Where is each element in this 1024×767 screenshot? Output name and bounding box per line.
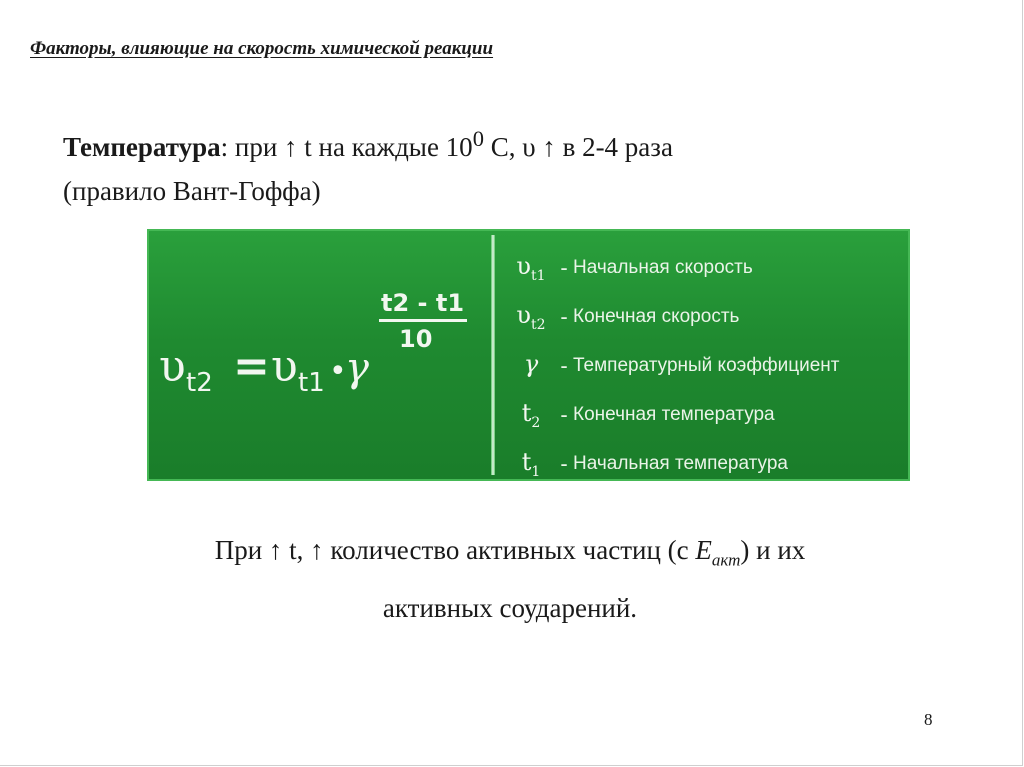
legend-dash: - <box>560 450 568 476</box>
conclusion-paragraph <box>110 526 910 632</box>
intro-rule-part1: : при ↑ t на каждые 10 <box>220 132 473 162</box>
legend-symbol: $t_1$ <box>521 447 541 480</box>
legend-item-final-temperature <box>507 390 902 439</box>
page-number: 8 <box>924 710 933 729</box>
formula-base-gamma: γ <box>345 345 369 391</box>
legend-item-final-rate <box>507 292 902 341</box>
activation-energy-symbol: $E_{акт}$ <box>695 535 741 570</box>
legend-symbol: $\upsilon_{t2}$ <box>516 300 546 333</box>
intro-rule-part2: С, υ ↑ в 2-4 раза <box>483 132 673 162</box>
legend-dash: - <box>560 303 568 329</box>
formula-equals: = <box>233 341 270 392</box>
legend-text: Конечная скорость <box>573 305 740 327</box>
legend-symbol: $\upsilon_{t1}$ <box>516 251 546 284</box>
legend-item-initial-temperature <box>507 439 902 488</box>
formula-lhs-sub: t2 <box>186 368 213 398</box>
formula-svg <box>159 269 479 439</box>
legend-dash: - <box>560 401 568 427</box>
formula-dot: • <box>329 354 347 389</box>
intro-line-2: (правило Вант-Гоффа) <box>63 176 321 206</box>
intro-term: Температура <box>63 132 221 162</box>
legend-text: Конечная температура <box>573 403 775 425</box>
intro-line-1 <box>63 117 943 169</box>
formula-rhs-sub: t1 <box>298 368 325 398</box>
formula-rhs-symbol: υ <box>271 341 298 392</box>
legend-dash: - <box>560 254 568 280</box>
slide-title: Факторы, влияющие на скорость химической реакции <box>30 38 494 59</box>
formula-legend <box>507 243 902 488</box>
legend-text: Начальная температура <box>573 452 788 474</box>
legend-item-initial-rate <box>507 243 902 292</box>
formula-exp-numerator: t2 - t1 <box>381 289 465 317</box>
intro-paragraph <box>63 117 943 213</box>
legend-symbol: γ <box>523 349 539 378</box>
legend-item-temperature-coefficient <box>507 341 902 390</box>
vant-hoff-formula <box>159 269 479 439</box>
formula-exp-denominator: 10 <box>399 325 433 353</box>
formula-lhs-symbol: υ <box>159 341 186 392</box>
conclusion-line-2: активных соударений. <box>382 593 638 624</box>
formula-fraction-bar <box>379 319 467 322</box>
conclusion-line-1: При ↑ t, ↑ количество активных частиц (с $E_{акт}$) и их <box>214 535 806 570</box>
legend-text: Температурный коэффициент <box>573 354 840 376</box>
legend-symbol: $t_2$ <box>521 398 541 431</box>
legend-text: Начальная скорость <box>573 256 753 278</box>
intro-degree-sup: 0 <box>472 126 484 151</box>
board-divider <box>491 235 495 475</box>
formula-board <box>147 229 910 481</box>
legend-dash: - <box>560 352 568 378</box>
